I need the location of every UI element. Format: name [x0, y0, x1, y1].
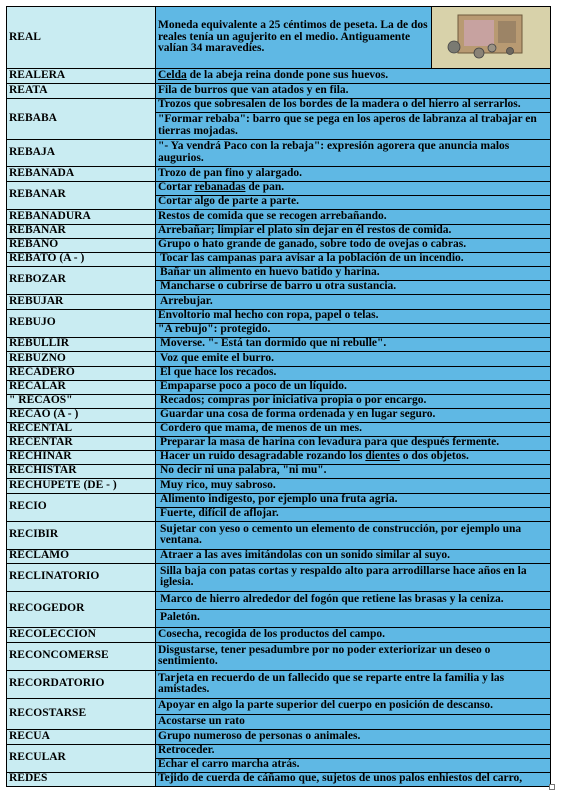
table-row — [7, 493, 551, 507]
table-row — [7, 98, 551, 112]
definition-cell: Alimento indigesto, por ejemplo una fruta agria. — [156, 493, 551, 507]
definition-cell: Arrebujar. — [156, 294, 551, 309]
term-cell: RECADERO — [7, 366, 156, 380]
term-cell: REBATO (A - ) — [7, 252, 156, 266]
definition-cell: Acostarse un rato — [156, 714, 551, 729]
term-cell: REBANADA — [7, 166, 156, 181]
table-row — [7, 7, 551, 69]
table-row — [7, 744, 551, 758]
table-row — [7, 698, 551, 714]
definition-cell: Apoyar en algo la parte superior del cuerpo en posición de descanso. — [156, 698, 551, 714]
term-cell: RECHINAR — [7, 450, 156, 464]
table-row — [7, 380, 551, 394]
term-cell: REBAJA — [7, 139, 156, 166]
term-cell: RECALAR — [7, 380, 156, 394]
term-cell: REDES — [7, 772, 156, 786]
definition-cell: Celda de la abeja reina donde pone sus huevos. — [156, 68, 551, 83]
definition-cell: Muy rico, muy sabroso. — [156, 478, 551, 493]
definition-cell: Cordero que mama, de menos de un mes. — [156, 422, 551, 436]
definition-word: dientes — [365, 450, 400, 463]
definition-cell: Bañar un alimento en huevo batido y harina. — [156, 266, 551, 280]
table-row — [7, 166, 551, 181]
definition-cell: Grupo numeroso de personas o animales. — [156, 729, 551, 744]
definition-cell: Disgustarse, tener pesadumbre por no poder exteriorizar un deseo o sentimiento. — [156, 642, 551, 670]
coins-and-banknote-illustration — [432, 7, 550, 64]
definition-word: rebanadas — [194, 181, 246, 194]
term-cell: RECENTAL — [7, 422, 156, 436]
definition-cell: Moneda equivalente a 25 céntimos de peseta. La de dos reales tenía un agujerito en el medio. Antiguamente valían 34 maravedíes. — [156, 7, 432, 69]
definition-cell: Fila de burros que van atados y en fila. — [156, 83, 551, 98]
table-row — [7, 450, 551, 464]
table-row — [7, 337, 551, 351]
definition-cell: Hacer un ruido desagradable rozando los dientes o dos objetos. — [156, 450, 551, 464]
table-row — [7, 139, 551, 166]
term-cell: REALERA — [7, 68, 156, 83]
table-row — [7, 563, 551, 591]
definition-cell: Arrebañar; limpiar el plato sin dejar en él restos de comida. — [156, 224, 551, 238]
definition-word: Celda — [158, 68, 187, 81]
definition-cell: Retroceder. — [156, 744, 551, 758]
definition-cell: Tocar las campanas para avisar a la población de un incendio. — [156, 252, 551, 266]
definition-cell: Cosecha, recogida de los productos del campo. — [156, 627, 551, 642]
definition-cell: Moverse. "- Está tan dormido que ni rebulle". — [156, 337, 551, 351]
term-cell: REBUJAR — [7, 294, 156, 309]
definition-cell: Atraer a las aves imitándolas con un sonido similar al suyo. — [156, 549, 551, 563]
definition-cell: Guardar una cosa de forma ordenada y en lugar seguro. — [156, 408, 551, 422]
term-cell: REBAÑO — [7, 238, 156, 252]
definition-cell: Voz que emite el burro. — [156, 351, 551, 366]
definition-cell: Trozos que sobresalen de los bordes de la madera o del hierro al serrarlos. — [156, 98, 551, 112]
term-cell: RECENTAR — [7, 436, 156, 450]
table-row — [7, 224, 551, 238]
table-row — [7, 351, 551, 366]
definition-cell: El que hace los recados. — [156, 366, 551, 380]
term-cell: " RECAOS" — [7, 394, 156, 408]
term-cell: REBABA — [7, 98, 156, 139]
term-cell: REBAÑAR — [7, 224, 156, 238]
definition-cell: Silla baja con patas cortas y respaldo alto para arrodillarse hace años en la iglesia. — [156, 563, 551, 591]
term-cell: REATA — [7, 83, 156, 98]
definition-cell: No decir ni una palabra, "ni mu". — [156, 464, 551, 478]
table-row — [7, 408, 551, 422]
term-cell: RECLAMO — [7, 549, 156, 563]
definition-cell: Cortar algo de parte a parte. — [156, 195, 551, 209]
table-row — [7, 642, 551, 670]
page-end-marker — [549, 784, 555, 790]
table-row — [7, 670, 551, 698]
table-row — [7, 772, 551, 786]
table-row — [7, 627, 551, 642]
definition-cell: Mancharse o cubrirse de barro u otra sustancia. — [156, 280, 551, 294]
table-row — [7, 729, 551, 744]
definition-cell: Paletón. — [156, 609, 551, 627]
table-row — [7, 436, 551, 450]
term-cell: RECOLECCION — [7, 627, 156, 642]
definition-cell: Sujetar con yeso o cemento un elemento de construcción, por ejemplo una ventana. — [156, 521, 551, 549]
definition-cell: Trozo de pan fino y alargado. — [156, 166, 551, 181]
definition-cell: Restos de comida que se recogen arrebañando. — [156, 209, 551, 224]
term-cell: RECONCOMERSE — [7, 642, 156, 670]
table-row — [7, 294, 551, 309]
definition-cell: Fuerte, difícil de aflojar. — [156, 507, 551, 521]
definition-cell: "- Ya vendrá Paco con la rebaja": expresión agorera que anuncia malos augurios. — [156, 139, 551, 166]
definition-cell: Echar el carro marcha atrás. — [156, 758, 551, 772]
term-cell: RECLINATORIO — [7, 563, 156, 591]
table-row — [7, 181, 551, 195]
table-row — [7, 266, 551, 280]
term-cell: RECOGEDOR — [7, 591, 156, 627]
definition-cell: Tejido de cuerda de cáñamo que, sujetos de unos palos enhiestos del carro, — [156, 772, 551, 786]
term-cell: RECORDATORIO — [7, 670, 156, 698]
table-row — [7, 422, 551, 436]
term-cell: RECHISTAR — [7, 464, 156, 478]
term-cell: RECOSTARSE — [7, 698, 156, 729]
glossary-table — [6, 6, 551, 787]
term-cell: REBANADURA — [7, 209, 156, 224]
table-row — [7, 252, 551, 266]
table-row — [7, 83, 551, 98]
definition-cell: Recados; compras por iniciativa propia o por encargo. — [156, 394, 551, 408]
term-cell: REBANAR — [7, 181, 156, 209]
table-row — [7, 209, 551, 224]
table-row — [7, 394, 551, 408]
definition-cell: Envoltorio mal hecho con ropa, papel o telas. — [156, 309, 551, 323]
term-cell: RECIO — [7, 493, 156, 521]
term-cell: REBUJO — [7, 309, 156, 337]
table-row — [7, 549, 551, 563]
table-row — [7, 68, 551, 83]
table-row — [7, 366, 551, 380]
definition-cell: Tarjeta en recuerdo de un fallecido que se reparte entre la familia y las amistades. — [156, 670, 551, 698]
definition-cell: Preparar la masa de harina con levadura para que después fermente. — [156, 436, 551, 450]
term-cell: RECIBIR — [7, 521, 156, 549]
definition-cell: Grupo o hato grande de ganado, sobre todo de ovejas o cabras. — [156, 238, 551, 252]
definition-cell: "Formar rebaba": barro que se pega en los aperos de labranza al trabajar en tierras mojadas. — [156, 112, 551, 139]
table-row — [7, 464, 551, 478]
definition-cell: "A rebujo": protegido. — [156, 323, 551, 337]
definition-cell: Empaparse poco a poco de un líquido. — [156, 380, 551, 394]
table-row — [7, 521, 551, 549]
term-cell: REBOZAR — [7, 266, 156, 294]
definition-cell: Marco de hierro alrededor del fogón que retiene las brasas y la ceniza. — [156, 591, 551, 609]
term-cell: REBUZNO — [7, 351, 156, 366]
coin-banknote-photo — [432, 7, 551, 69]
table-row — [7, 478, 551, 493]
term-cell: RECHUPETE (DE - ) — [7, 478, 156, 493]
table-row — [7, 238, 551, 252]
term-cell: RECUA — [7, 729, 156, 744]
definition-cell: Cortar rebanadas de pan. — [156, 181, 551, 195]
term-cell: REAL — [7, 7, 156, 69]
table-row — [7, 591, 551, 609]
term-cell: RECAO (A - ) — [7, 408, 156, 422]
table-row — [7, 309, 551, 323]
term-cell: REBULLIR — [7, 337, 156, 351]
term-cell: RECULAR — [7, 744, 156, 772]
